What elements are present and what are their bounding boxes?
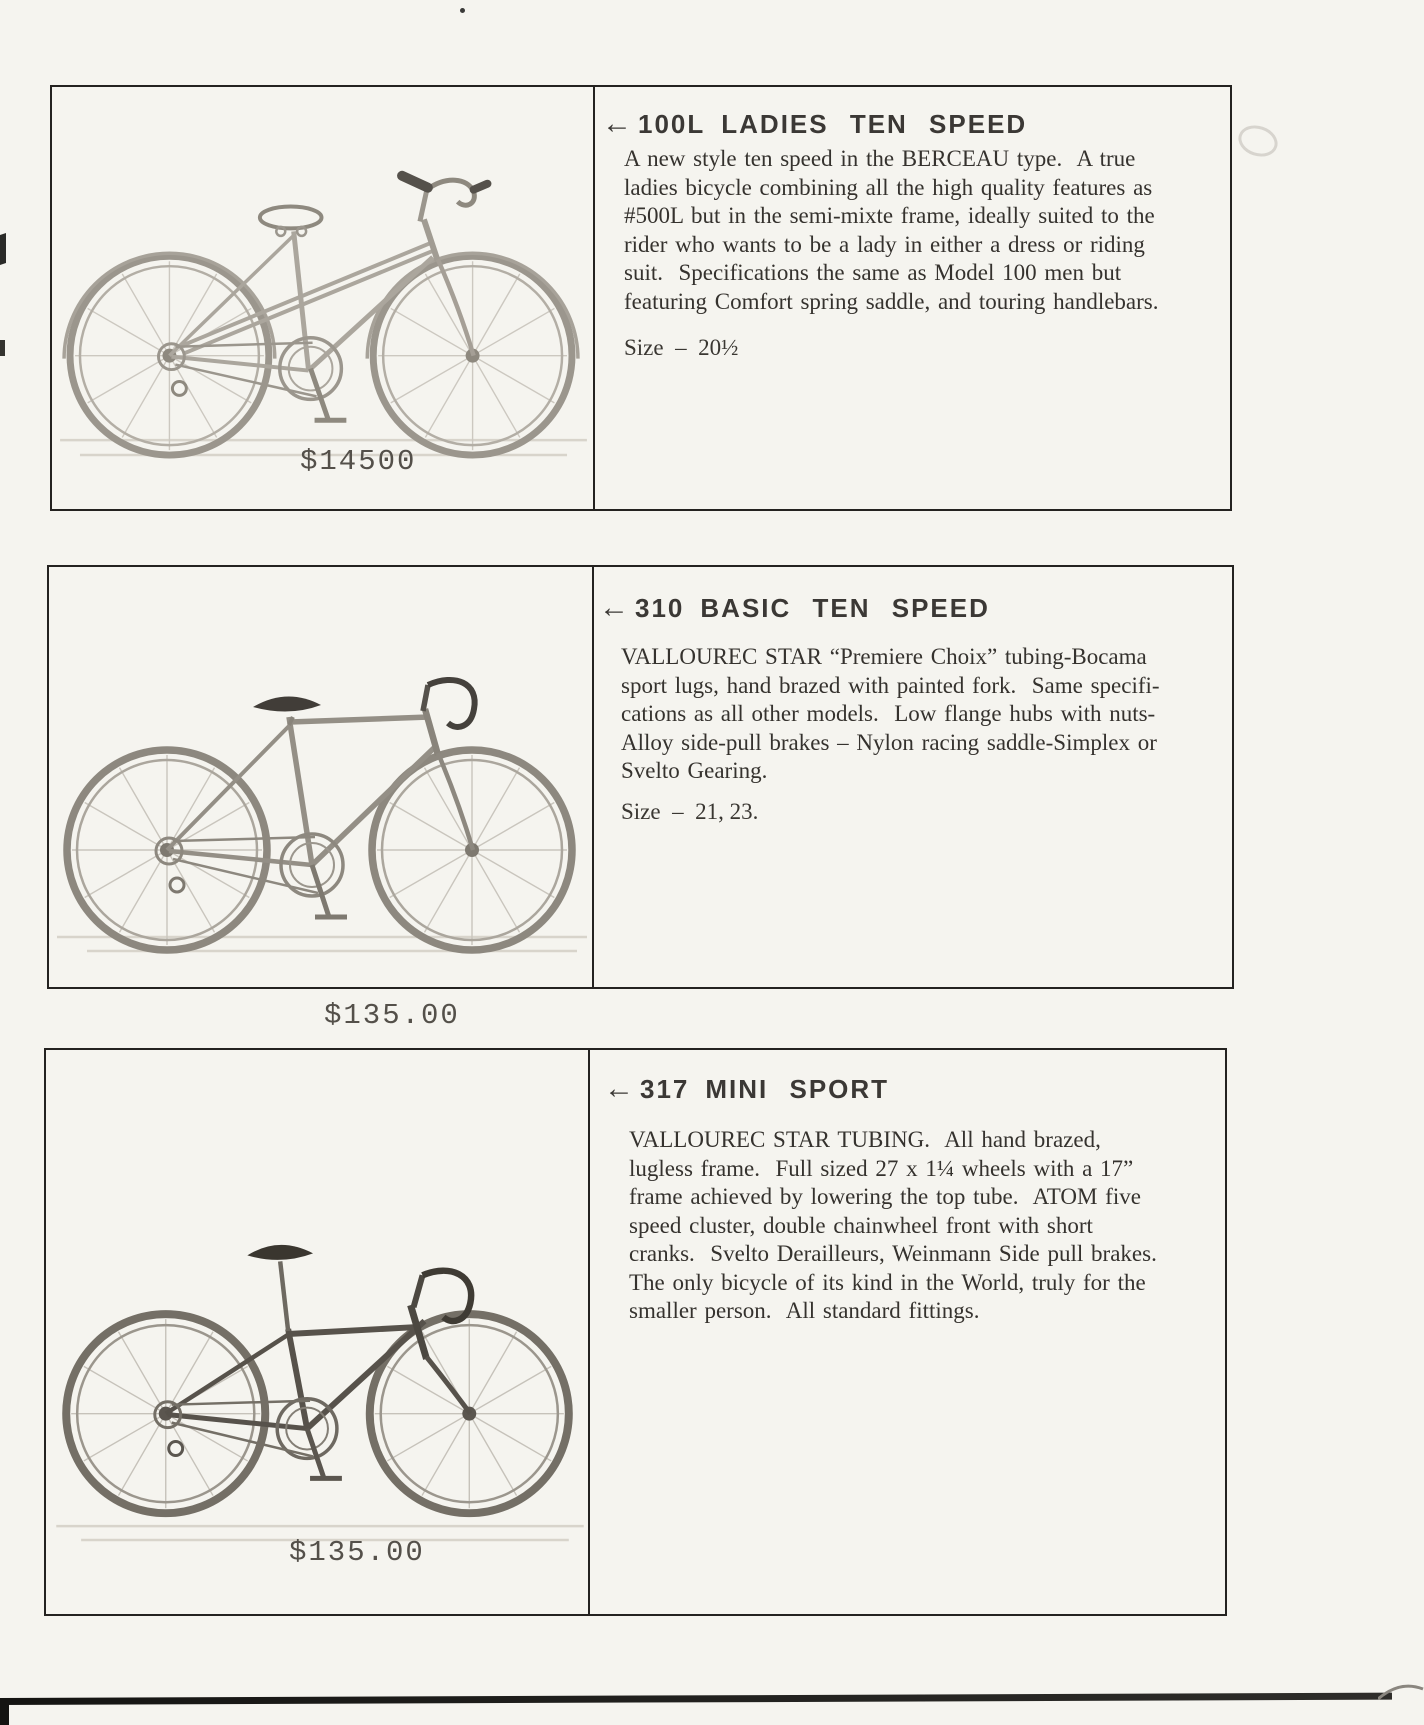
price-label: $135.00 [289, 1536, 425, 1569]
price-label: $135.00 [324, 999, 460, 1032]
scan-bottom-corner-mark [0, 1698, 9, 1725]
scan-bottom-edge-line [0, 1693, 1392, 1705]
product-image-cell [52, 87, 593, 509]
product-title [602, 109, 1027, 140]
model-name: MINI SPORT [705, 1074, 890, 1104]
product-text-cell [595, 87, 1230, 509]
scan-edge-mark [0, 233, 6, 265]
product-text-cell [590, 1050, 1225, 1614]
page-curl-mark [1378, 1682, 1424, 1702]
ladies-bicycle-illustration [60, 132, 587, 462]
price-label: $14500 [300, 445, 417, 478]
size-specification: Size – 20½ [624, 335, 739, 360]
product-image-cell [46, 1050, 588, 1614]
basic-ten-speed-bicycle-illustration [57, 625, 587, 957]
product-box-317 [44, 1048, 1227, 1616]
scan-edge-mark [0, 340, 5, 356]
left-arrow-icon: ← [599, 591, 629, 624]
left-arrow-icon: ← [602, 107, 632, 140]
model-number: 317 [640, 1074, 690, 1104]
mini-sport-bicycle-illustration [56, 1130, 584, 1550]
pencil-squiggle-artifact [1234, 121, 1281, 162]
product-image-cell [49, 567, 592, 1032]
product-title [599, 593, 990, 624]
product-text-cell [594, 567, 1232, 987]
model-number: 310 [635, 593, 685, 623]
model-number: 100L [638, 109, 706, 139]
product-box-310 [47, 565, 1234, 1032]
size-specification: Size – 21, 23. [621, 799, 759, 824]
product-description: VALLOUREC STAR TUBING. All hand brazed, lugless frame. Full sized 27 x 1¼ wheels with a 17” frame achieved by lowering the top tube. ATOM five speed cluster, double chainwheel front with short cranks. Svelto Derailleurs, Weinmann Side pull brakes. The only bicycle of its kind in the World, truly for the smaller person. All standard fittings. [629, 1127, 1157, 1323]
left-arrow-icon: ← [604, 1072, 634, 1105]
product-box-100l [50, 85, 1232, 511]
product-title [604, 1074, 889, 1105]
scan-speck-artifact [460, 8, 465, 13]
model-name: BASIC TEN SPEED [700, 593, 990, 623]
product-description: A new style ten speed in the BERCEAU type. A true ladies bicycle combining all the high quality features as #500L but in the semi-mixte frame, ideally suited to the rider who wants to be a lady in either a dress or riding suit. Specifications the same as Model 100 men but featuring Comfort spring saddle, and touring handlebars. [624, 146, 1159, 314]
model-name: LADIES TEN SPEED [721, 109, 1028, 139]
product-description: VALLOUREC STAR “Premiere Choix” tubing-Bocama sport lugs, hand brazed with painted fork. Same specifi- cations as all other models. Low flange hubs with nuts- Alloy side-pull brakes – Nylon racing saddle-Simplex or Svelto Gearing. [621, 644, 1160, 783]
